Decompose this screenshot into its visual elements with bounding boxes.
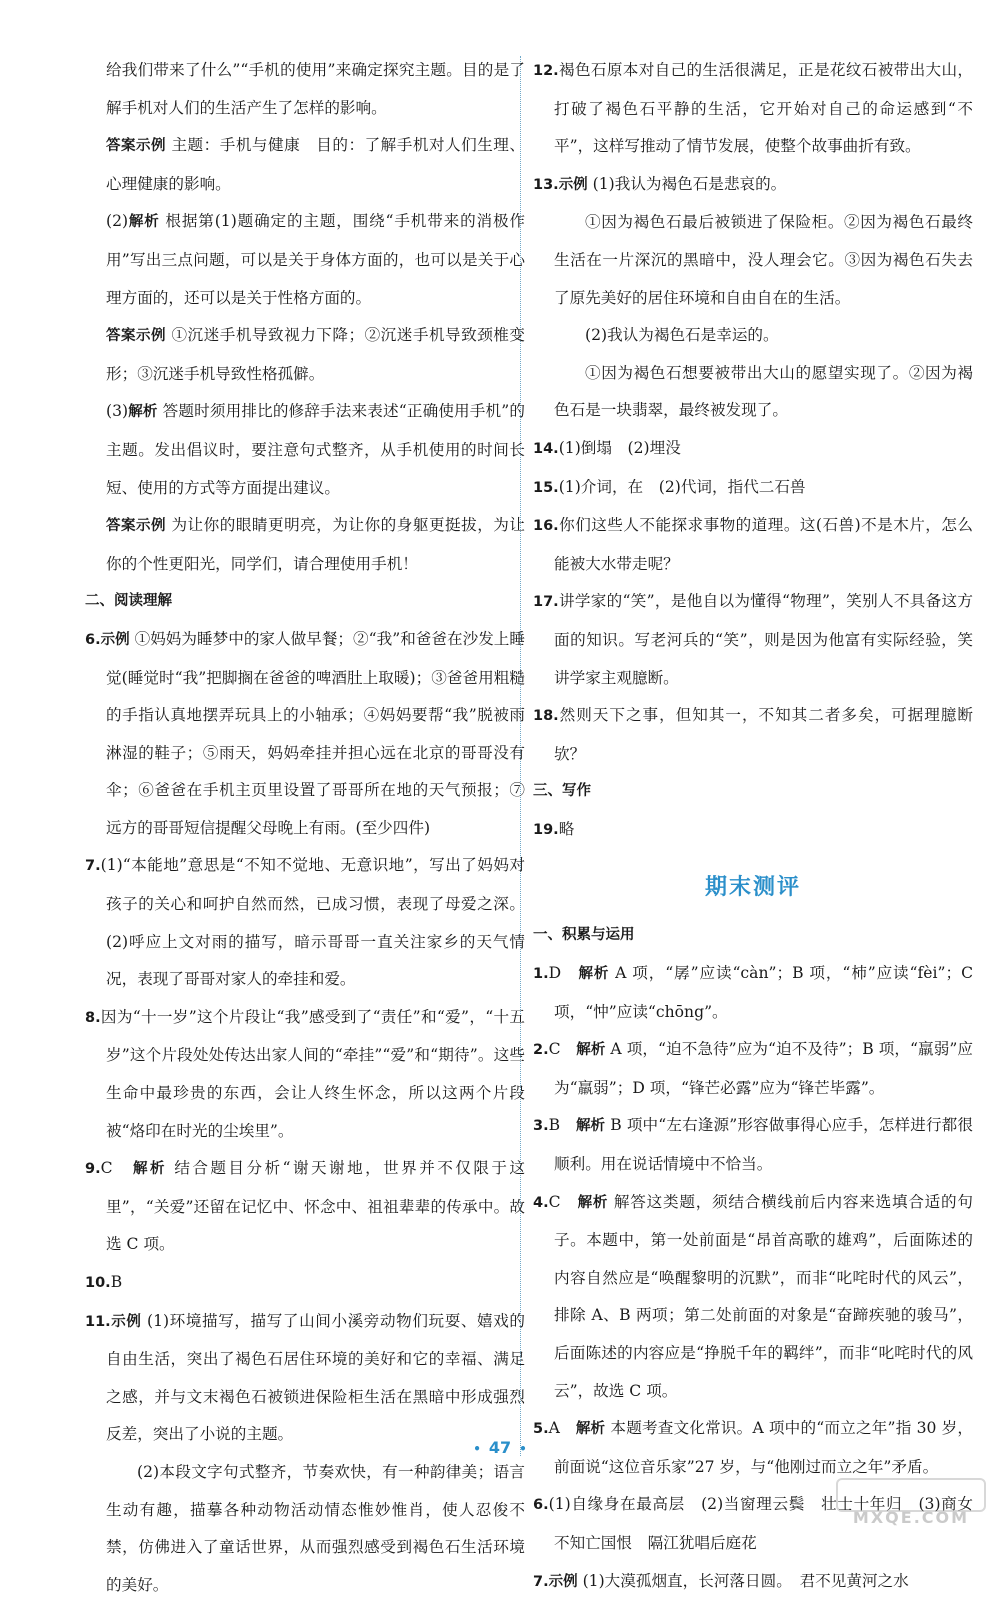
q9-text: 结合题目分析“谢天谢地，世界并不仅限于这里”，“关爱”还留在记忆中、怀念中、祖祖辈辈的传承中。故选 C 项。 xyxy=(106,1159,525,1254)
q10-number: 10. xyxy=(85,1275,111,1291)
q5-intro xyxy=(85,52,525,127)
f3-answer: B xyxy=(548,1116,561,1135)
q10 xyxy=(85,1264,525,1303)
q18-number: 18. xyxy=(533,708,559,725)
q13-p2-text: (2)我认为褐色石是幸运的。 xyxy=(585,326,779,345)
f2-text: A 项，“迫不急待”应为“迫不及待”；B 项，“羸弱”应为“羸弱”；D 项，“锋芒必露”应为“锋芒毕露”。 xyxy=(554,1040,973,1097)
answer-example-tag: 答案示例 xyxy=(106,138,166,155)
q17 xyxy=(533,583,973,697)
analysis-tag: 解析 xyxy=(575,1118,606,1135)
f1-answer: D xyxy=(548,964,562,983)
f4-text: 解答这类题，须结合横线前后内容来选填合适的句子。本题中，第一处前面是“昂首高歌的雄鸡”，后面陈述的内容自然应是“唤醒黎明的沉默”，而非“叱咤时代的风云”，排除 A、B 两项；第二处前面的对象是“奋蹄疾驰的骏马”，后面陈述的内容应是“挣脱千年的羁绊”，而非“叱咤时代的风云”，故选 C 项。 xyxy=(554,1192,973,1400)
analysis-tag: 解析 xyxy=(575,1421,606,1438)
f5-answer: A xyxy=(548,1419,560,1438)
answer-example-tag: 答案示例 xyxy=(106,518,166,535)
q16-text: 你们这些人不能探求事物的道理。这(石兽)不是木片，怎么能被大水带走呢？ xyxy=(554,516,973,573)
q5-part3 xyxy=(85,393,525,507)
q6 xyxy=(85,621,525,848)
example-tag: 示例 xyxy=(558,176,588,193)
f3 xyxy=(533,1107,973,1183)
page-dot-right: • xyxy=(519,1441,527,1456)
f3-text: B 项中“左右逢源”形容做事得心应手，怎样进行都很顺利。用在说话情境中不恰当。 xyxy=(554,1116,973,1174)
final-exam-title: 期末测评 xyxy=(704,875,801,901)
f4 xyxy=(533,1184,973,1411)
q9 xyxy=(85,1150,525,1264)
section-heading-accumulation: 一、积累与运用 xyxy=(533,927,635,944)
f1-number: 1. xyxy=(533,966,549,983)
q15-text: (1)介词，在 (2)代词，指代二石兽 xyxy=(558,477,806,496)
f5-number: 5. xyxy=(533,1421,549,1438)
q11 xyxy=(85,1303,525,1454)
f2-answer: C xyxy=(548,1040,561,1059)
q15-number: 15. xyxy=(533,479,559,496)
analysis-tag: 解析 xyxy=(128,404,158,421)
page-number xyxy=(0,1438,1000,1457)
f3-number: 3. xyxy=(533,1118,549,1135)
q5-part2-text: 根据第(1)题确定的主题，围绕“手机带来的消极作用”写出三点问题，可以是关于身体方面的，也可以是关于心理方面的，还可以是关于性格方面的。 xyxy=(106,212,525,307)
q5-part3-num: (3) xyxy=(106,402,129,421)
q5-example-3 xyxy=(85,507,525,583)
section-heading-reading: 二、阅读理解 xyxy=(85,593,172,610)
analysis-tag: 解析 xyxy=(578,966,610,983)
page-dot-left: • xyxy=(473,1441,481,1456)
q8-number: 8. xyxy=(85,1009,101,1026)
q19-text: 略 xyxy=(558,819,575,838)
q6-text: ①妈妈为睡梦中的家人做早餐；②“我”和爸爸在沙发上睡觉(睡觉时“我”把脚搁在爸爸的啤酒肚上取暖)；③爸爸用粗糙的手指认真地摆弄玩具上的小轴承；④妈妈要帮“我”脱被雨淋湿的鞋子；⑤雨天，妈妈牵挂并担心远在北京的哥哥没有伞；⑥爸爸在手机主页里设置了哥哥所在地的天气预报；⑦远方的哥哥短信提醒父母晚上有雨。(至少四件) xyxy=(106,629,525,837)
q16-number: 16. xyxy=(533,518,559,535)
f1-text: A 项，“孱”应读“càn”；B 项，“杮”应读“fèi”；C 项，“忡”应读“chōng”。 xyxy=(554,964,973,1021)
q19 xyxy=(533,811,973,850)
q10-answer: B xyxy=(110,1273,123,1291)
q19-number: 19. xyxy=(533,821,559,838)
f4-number: 4. xyxy=(533,1194,549,1211)
q13-p3 xyxy=(533,355,973,430)
q16 xyxy=(533,507,973,583)
analysis-tag: 解析 xyxy=(576,1042,606,1059)
page-number-text: 47 xyxy=(488,1438,512,1457)
q8-text: 因为“十一岁”这个片段让“我”感受到了“责任”和“爱”，“十五岁”这个片段处处传达出家人间的“牵挂”“爱”和“期待”。这些生命中最珍贵的东西，会让人终生怀念，所以这两个片段被“烙印在时光的尘埃里”。 xyxy=(100,1007,525,1140)
q18 xyxy=(533,697,973,773)
f2-number: 2. xyxy=(533,1042,549,1059)
q14-number: 14. xyxy=(533,440,559,457)
example-tag: 示例 xyxy=(100,631,130,648)
watermark-logo xyxy=(836,1478,986,1512)
q7-number: 7. xyxy=(85,858,101,875)
q5-example-2 xyxy=(85,317,525,393)
q7 xyxy=(85,847,525,998)
f1 xyxy=(533,955,973,1031)
right-column xyxy=(533,52,973,1601)
q12-text: 褐色石原本对自己的生活很满足，正是花纹石被带出大山，打破了褐色石平静的生活，它开始对自己的命运感到“不平”，这样写推动了情节发展，使整个故事曲折有致。 xyxy=(554,61,973,156)
q11-part1-text: (1)环境描写，描写了山间小溪旁动物们玩耍、嬉戏的自由生活，突出了褐色石居住环境的美好和它的幸福、满足之感，并与文末褐色石被锁进保险柜生活在黑暗中形成强烈反差，突出了小说的主题。 xyxy=(106,1311,526,1444)
q17-text: 讲学家的“笑”，是他自以为懂得“物理”，笑别人不具备这方面的知识。写老河兵的“笑”，则是因为他富有实际经验，笑讲学家主观臆断。 xyxy=(554,592,973,687)
f2 xyxy=(533,1031,973,1107)
q11-part2-text: (2)本段文字句式整齐，节奏欢快，有一种韵律美；语言生动有趣，描摹各种动物活动情态惟妙惟肖，使人忍俊不禁，仿佛进入了童话世界，从而强烈感受到褐色石生活环境的美好。 xyxy=(106,1462,525,1594)
f7 xyxy=(533,1563,973,1602)
q13-head-text: (1)我认为褐色石是悲哀的。 xyxy=(592,174,787,193)
q13-p3-text: ①因为褐色石想要被带出大山的愿望实现了。②因为褐色石是一块翡翠，最终被发现了。 xyxy=(554,363,973,420)
q5-example-1 xyxy=(85,127,525,203)
q14-text: (1)倒塌 (2)埋没 xyxy=(558,438,681,457)
watermark-url: MXQE.COM xyxy=(852,1508,970,1527)
q7-text: (1)“本能地”意思是“不知不觉地、无意识地”，写出了妈妈对孩子的关心和呵护自然而然，已成习惯，表现了母爱之深。(2)呼应上文对雨的描写，暗示哥哥一直关注家乡的天气情况，表现了哥哥对家人的牵挂和爱。 xyxy=(100,856,525,989)
q9-number: 9. xyxy=(85,1161,101,1178)
section-heading-writing: 三、写作 xyxy=(533,783,591,800)
q5-example-3-text: 为让你的眼睛更明亮，为让你的身躯更挺拔，为让你的个性更阳光，同学们，请合理使用手机！ xyxy=(106,516,525,573)
f4-answer: C xyxy=(548,1192,561,1211)
q18-text: 然则天下之事，但知其一，不知其二者多矣，可据理臆断欤？ xyxy=(554,706,973,763)
f5-text: 本题考查文化常识。A 项中的“而立之年”指 30 岁，前面说“这位音乐家”27 岁，与“他刚过而立之年”矛盾。 xyxy=(554,1419,973,1476)
q12 xyxy=(533,52,973,166)
q5-part2-num: (2) xyxy=(106,212,129,231)
answer-example-tag: 答案示例 xyxy=(106,328,166,345)
left-column xyxy=(85,52,525,1604)
q11-part2 xyxy=(85,1454,525,1604)
f6-number: 6. xyxy=(533,1497,549,1514)
f7-number: 7. xyxy=(533,1573,549,1590)
q5-example-2-text: ①沉迷手机导致视力下降；②沉迷手机导致颈椎变形；③沉迷手机导致性格孤僻。 xyxy=(106,326,525,383)
q13-p1-text: ①因为褐色石最后被锁进了保险柜。②因为褐色石最终生活在一片深沉的黑暗中，没人理会它。③因为褐色石失去了原先美好的居住环境和自由自在的生活。 xyxy=(554,213,973,307)
analysis-tag: 解析 xyxy=(133,1161,167,1178)
f6-text: (1)自缘身在最高层 (2)当窗理云鬓 壮士十年归 (3)商女不知亡国恨 隔江犹唱后庭花 xyxy=(548,1495,973,1552)
q13-p1 xyxy=(533,204,973,317)
q17-number: 17. xyxy=(533,594,559,611)
f7-text: (1)大漠孤烟直，长河落日圆。 君不见黄河之水 xyxy=(582,1571,909,1590)
q13-number: 13. xyxy=(533,176,559,193)
q5-example-1-text: 主题：手机与健康 目的：了解手机对人们生理、心理健康的影响。 xyxy=(106,136,525,193)
watermark xyxy=(836,1478,986,1527)
analysis-tag: 解析 xyxy=(128,214,160,231)
q9-answer: C xyxy=(100,1159,113,1178)
q6-number: 6. xyxy=(85,631,101,648)
q11-number: 11. xyxy=(85,1313,111,1330)
q13-p2 xyxy=(533,317,973,355)
q5-intro-text: 给我们带来了什么”“手机的使用”来确定探究主题。目的是了解手机对人们的生活产生了怎样的影响。 xyxy=(106,61,525,117)
q14 xyxy=(533,430,973,469)
example-tag: 示例 xyxy=(548,1573,578,1590)
q15 xyxy=(533,469,973,508)
q13 xyxy=(533,166,973,205)
q8 xyxy=(85,999,525,1150)
q5-part3-text: 答题时须用排比的修辞手法来表述“正确使用手机”的主题。发出倡议时，要注意句式整齐，从手机使用的时间长短、使用的方式等方面提出建议。 xyxy=(106,402,525,497)
q12-number: 12. xyxy=(533,63,559,79)
analysis-tag: 解析 xyxy=(577,1194,609,1211)
example-tag: 示例 xyxy=(110,1313,142,1330)
q5-part2 xyxy=(85,203,525,317)
